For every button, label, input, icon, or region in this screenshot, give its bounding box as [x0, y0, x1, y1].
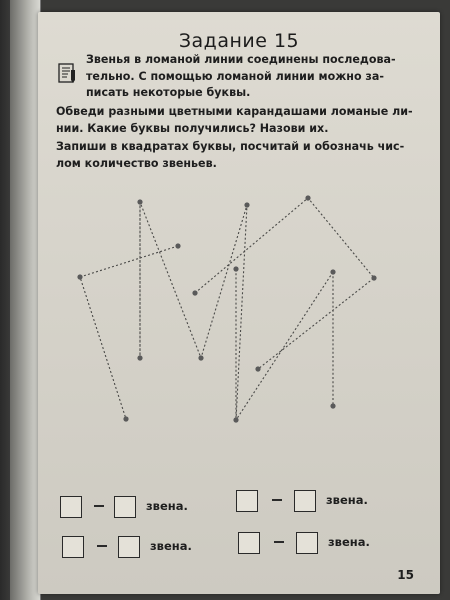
links-word: звена. — [150, 539, 192, 553]
vertex-dot — [137, 355, 142, 360]
vertex-dot — [175, 243, 180, 248]
vertex-dot — [371, 275, 376, 280]
vertex-dot — [137, 199, 142, 204]
workbook-page — [38, 12, 440, 594]
count-box[interactable] — [114, 496, 136, 518]
vertex-dot — [192, 290, 197, 295]
links-word: звена. — [146, 499, 188, 513]
vertex-dot — [305, 195, 310, 200]
count-box[interactable] — [296, 532, 318, 554]
letter-box[interactable] — [60, 496, 82, 518]
letter-box[interactable] — [236, 490, 258, 512]
answer-row — [62, 536, 222, 562]
letter-box[interactable] — [238, 532, 260, 554]
polyline-link — [236, 272, 333, 420]
answer-row — [236, 490, 396, 516]
count-box[interactable] — [294, 490, 316, 512]
vertex-dot — [244, 202, 249, 207]
letter-box[interactable] — [62, 536, 84, 558]
vertex-dot — [330, 403, 335, 408]
answer-row — [238, 532, 398, 558]
count-box[interactable] — [118, 536, 140, 558]
answer-dash — [97, 545, 107, 547]
vertex-dot — [123, 416, 128, 421]
links-word: звена. — [328, 535, 370, 549]
answer-dash — [94, 505, 104, 507]
left-page-edge — [10, 0, 41, 600]
dotted-polyline-figure — [38, 12, 440, 482]
links-word: звена. — [326, 493, 368, 507]
vertex-dot — [233, 417, 238, 422]
vertex-dot — [255, 366, 260, 371]
vertex-dot — [198, 355, 203, 360]
instruction-paragraph: Обведи разными цветными карандашами ломаные ли-нии. Какие буквы получились? Назови их. — [56, 105, 413, 135]
answer-row — [60, 496, 220, 522]
vertex-dot — [330, 269, 335, 274]
answer-dash — [274, 541, 284, 543]
polyline-link — [140, 202, 247, 420]
vertex-dot — [233, 266, 238, 271]
task-title: Задание 15 — [178, 30, 300, 52]
polyline-link — [80, 246, 178, 419]
vertex-dot — [77, 274, 82, 279]
polyline-link — [195, 198, 374, 369]
answer-dash — [272, 499, 282, 501]
instruction-paragraph: Звенья в ломаной линии соединены последова-тельно. С помощью ломаной линии можно за-писать некоторые буквы. — [86, 53, 396, 99]
page-number: 15 — [397, 568, 414, 582]
instruction-paragraph: Запиши в квадратах буквы, посчитай и обозначь чис-лом количество звеньев. — [56, 140, 405, 170]
